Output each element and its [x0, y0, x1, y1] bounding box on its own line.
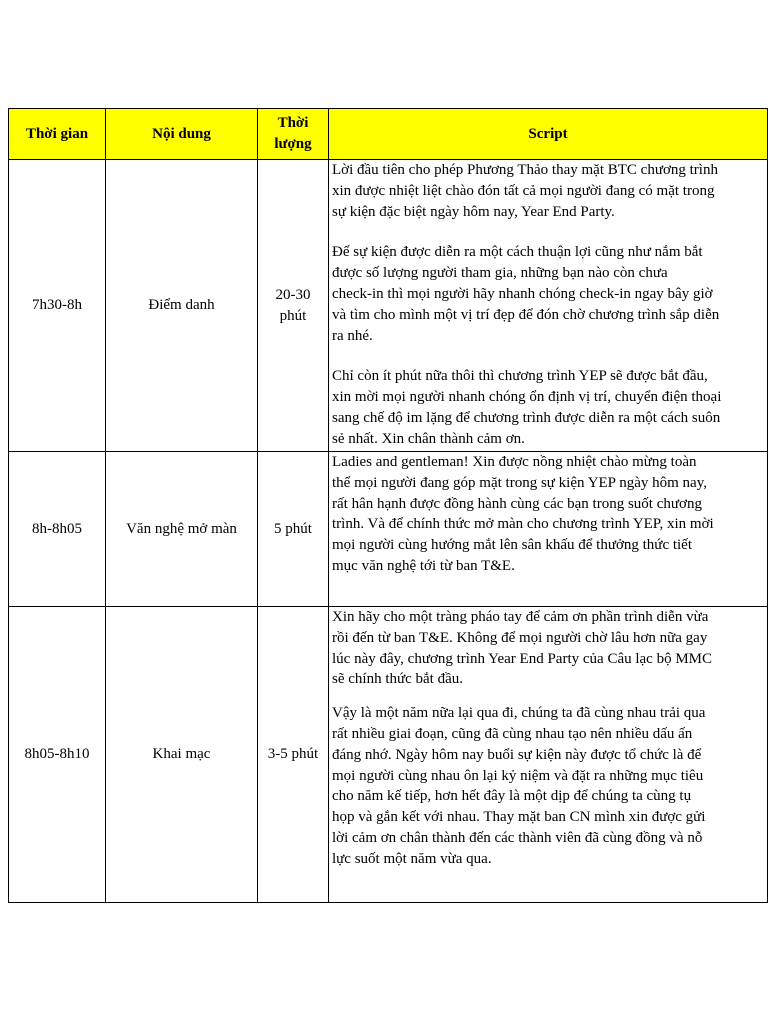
row-duration: 5 phút [258, 452, 329, 607]
row-time: 7h30-8h [9, 160, 106, 452]
script-line: sẽ chính thức bắt đầu. [332, 671, 464, 688]
script-line: mọi người cùng nhau ôn lại kỷ niệm và đặt ra những mục tiêu [332, 767, 704, 784]
row-script [329, 160, 768, 452]
header-duration-line: lượng [274, 136, 312, 152]
script-line: rất hân hạnh được đồng hành cùng các bạn trong suốt chương [332, 495, 702, 512]
script-line: lực suốt một năm vừa qua. [332, 850, 492, 867]
header-content: Nội dung [106, 109, 258, 160]
header-duration [258, 109, 329, 160]
script-line: Chỉ còn ít phút nữa thôi thì chương trình YEP sẽ được bắt đầu, [332, 368, 708, 385]
table-row [9, 160, 768, 452]
script-line: sẻ nhất. Xin chân thành cảm ơn. [332, 430, 525, 447]
event-schedule-table [8, 108, 768, 903]
script-line: Lời đầu tiên cho phép Phương Thảo thay mặt BTC chương trình [332, 162, 718, 178]
script-line: họp và gắn kết với nhau. Thay mặt ban CN mình xin được gửi [332, 809, 706, 826]
script-line: check-in thì mọi người hãy nhanh chóng check-in ngay bây giờ [332, 285, 713, 302]
script-line: Vậy là một năm nữa lại qua đi, chúng ta đã cùng nhau trải qua [332, 705, 706, 722]
header-row [9, 109, 768, 160]
script-line: thể mọi người đang góp mặt trong sự kiện YEP ngày hôm nay, [332, 474, 707, 491]
script-line: cho năm kế tiếp, hơn hết đây là một dịp để chúng ta cùng tụ [332, 788, 692, 805]
header-script: Script [329, 109, 768, 160]
script-line: Ladies and gentleman! Xin được nồng nhiệt chào mừng toàn [332, 454, 697, 470]
row-content: Văn nghệ mở màn [106, 452, 258, 607]
script-line: ra nhé. [332, 327, 373, 344]
script-line: sự kiện đặc biệt ngày hôm nay, Year End Party. [332, 203, 615, 220]
script-line: đáng nhớ. Ngày hôm nay buổi sự kiện này được tổ chức là để [332, 746, 702, 763]
row-duration-line: 20-30 [275, 286, 311, 303]
script-line: rất nhiều giai đoạn, cũng đã cùng nhau tạo nên nhiều dấu ấn [332, 725, 693, 742]
row-time: 8h05-8h10 [9, 607, 106, 903]
script-line: mục văn nghệ tới từ ban T&E. [332, 557, 515, 574]
script-line: sang chế độ im lặng để chương trình được diễn ra một cách suôn [332, 409, 721, 426]
row-time: 8h-8h05 [9, 452, 106, 607]
event-script-sheet [8, 108, 767, 903]
script-line: Xin hãy cho một tràng pháo tay để cảm ơn phần trình diễn vừa [332, 609, 709, 625]
header-time: Thời gian [9, 109, 106, 160]
script-line: xin được nhiệt liệt chào đón tất cả mọi người đang có mặt trong [332, 182, 715, 199]
row-duration [258, 160, 329, 452]
script-line: lúc này đây, chương trình Year End Party của Câu lạc bộ MMC [332, 650, 713, 667]
script-line: lời cảm ơn chân thành đến các thành viên đã cùng đồng và nỗ [332, 829, 703, 846]
script-line: và tìm cho mình một vị trí đẹp để đón chờ chương trình sắp diễn [332, 306, 720, 323]
row-content: Khai mạc [106, 607, 258, 903]
script-line: rồi đến từ ban T&E. Không để mọi người chờ lâu hơn nữa gay [332, 629, 708, 646]
row-content: Điểm danh [106, 160, 258, 452]
row-duration: 3-5 phút [258, 607, 329, 903]
table-row [9, 607, 768, 903]
script-line: xin mời mọi người nhanh chóng ổn định vị trí, chuyển điện thoại [332, 389, 722, 406]
table-row [9, 452, 768, 607]
script-line: được số lượng người tham gia, những bạn nào còn chưa [332, 265, 668, 282]
row-script [329, 607, 768, 903]
script-line: Để sự kiện được diễn ra một cách thuận lợi cũng như nắm bắt [332, 244, 703, 261]
row-script [329, 452, 768, 607]
script-line: trình. Và để chính thức mở màn cho chương trình YEP, xin mời [332, 516, 714, 533]
row-duration-line: phút [279, 307, 307, 324]
header-duration-line: Thời [277, 115, 309, 132]
script-line: mọi người cùng hướng mắt lên sân khấu để thưởng thức tiết [332, 537, 693, 554]
